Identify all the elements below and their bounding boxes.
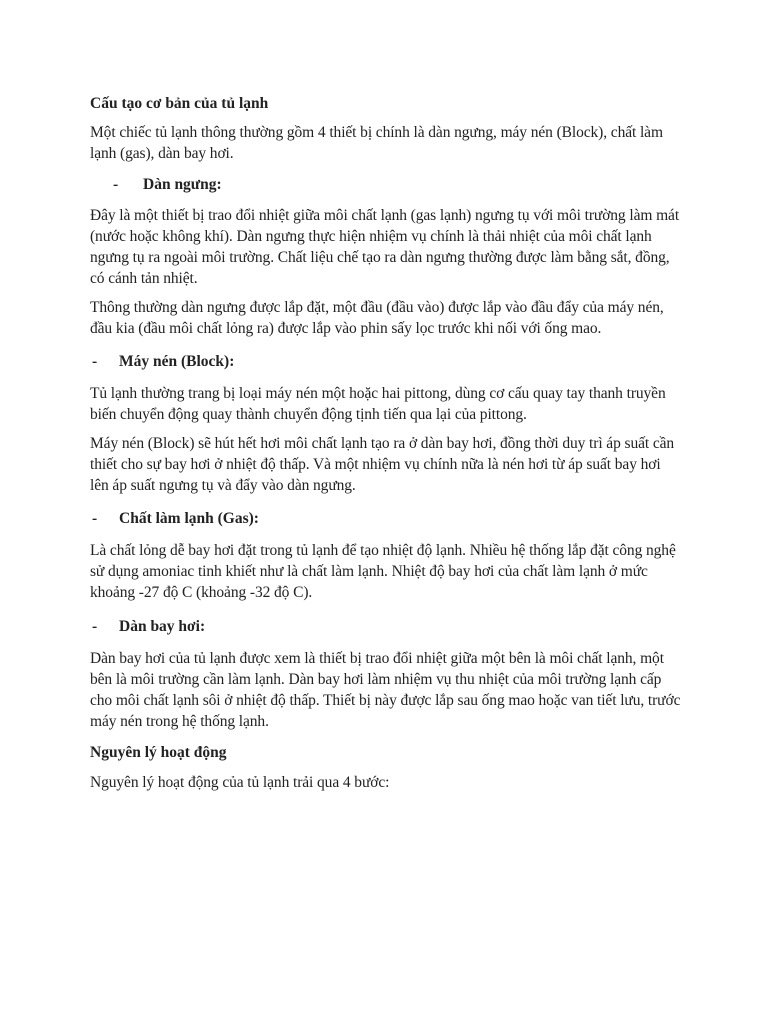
section-paragraph: Dàn bay hơi của tủ lạnh được xem là thiết bị trao đổi nhiệt giữa một bên là môi chất lạnh, một bên là môi trường cần làm lạnh. Dàn bay hơi làm nhiệm vụ thu nhiệt của môi trường lạnh cấp cho môi chất lạnh sôi ở nhiệt độ thấp. Thiết bị này được lắp sau ống mao hoặc van tiết lưu, trước máy nén trong hệ thống lạnh. [90,650,681,730]
section-heading-may-nen [90,351,682,372]
principle-paragraph: Nguyên lý hoạt động của tủ lạnh trải qua 4 bước: [90,774,390,791]
bullet-dash: - [92,510,98,527]
document-title: Cấu tạo cơ bản của tủ lạnh [90,95,269,112]
section-heading-text: Dàn bay hơi: [119,618,206,635]
section-paragraph: Thông thường dàn ngưng được lắp đặt, một đầu (đầu vào) được lắp vào đầu đẩy của máy nén, đầu kia (đầu môi chất lỏng ra) được lắp vào phin sấy lọc trước khi nối với ống mao. [90,299,664,337]
bullet-dash: - [92,353,98,370]
section-heading-dan-bay-hoi [90,616,682,637]
section-paragraph: Là chất lỏng dễ bay hơi đặt trong tủ lạnh để tạo nhiệt độ lạnh. Nhiều hệ thống lắp đặt công nghệ sử dụng amoniac tinh khiết như là chất làm lạnh. Nhiệt độ bay hơi của chất làm lạnh ở mức khoảng -27 độ C (khoảng -32 độ C). [90,542,676,601]
principle-heading: Nguyên lý hoạt động [90,744,227,761]
section-heading-text: Chất làm lạnh (Gas): [119,510,259,527]
section-paragraph: Máy nén (Block) sẽ hút hết hơi môi chất lạnh tạo ra ở dàn bay hơi, đồng thời duy trì áp suất cần thiết cho sự bay hơi ở nhiệt độ thấp. Và một nhiệm vụ chính nữa là nén hơi từ áp suất bay hơi lên áp suất ngưng tụ và đẩy vào dàn ngưng. [90,435,675,494]
document-body [90,93,682,801]
section-paragraph: Tủ lạnh thường trang bị loại máy nén một hoặc hai pittong, dùng cơ cấu quay tay thanh truyền biến chuyển động quay thành chuyển động tịnh tiến qua lại của pittong. [90,385,666,423]
bullet-dash: - [113,176,119,193]
section-heading-dan-ngung [90,174,682,195]
bullet-dash: - [92,618,98,635]
intro-paragraph: Một chiếc tủ lạnh thông thường gồm 4 thiết bị chính là dàn ngưng, máy nén (Block), chất làm lạnh (gas), dàn bay hơi. [90,124,663,162]
section-paragraph: Đây là một thiết bị trao đổi nhiệt giữa môi chất lạnh (gas lạnh) ngưng tụ với môi trường làm mát (nước hoặc không khí). Dàn ngưng thực hiện nhiệm vụ chính là thải nhiệt của môi chất lạnh ngưng tụ ra ngoài môi trường. Chất liệu chế tạo ra dàn ngưng thường được làm bằng sắt, đồng, có cánh tản nhiệt. [90,207,680,287]
section-heading-text: Máy nén (Block): [119,353,235,370]
section-heading-text: Dàn ngưng: [143,176,222,193]
section-heading-chat-lam-lanh [90,508,682,529]
